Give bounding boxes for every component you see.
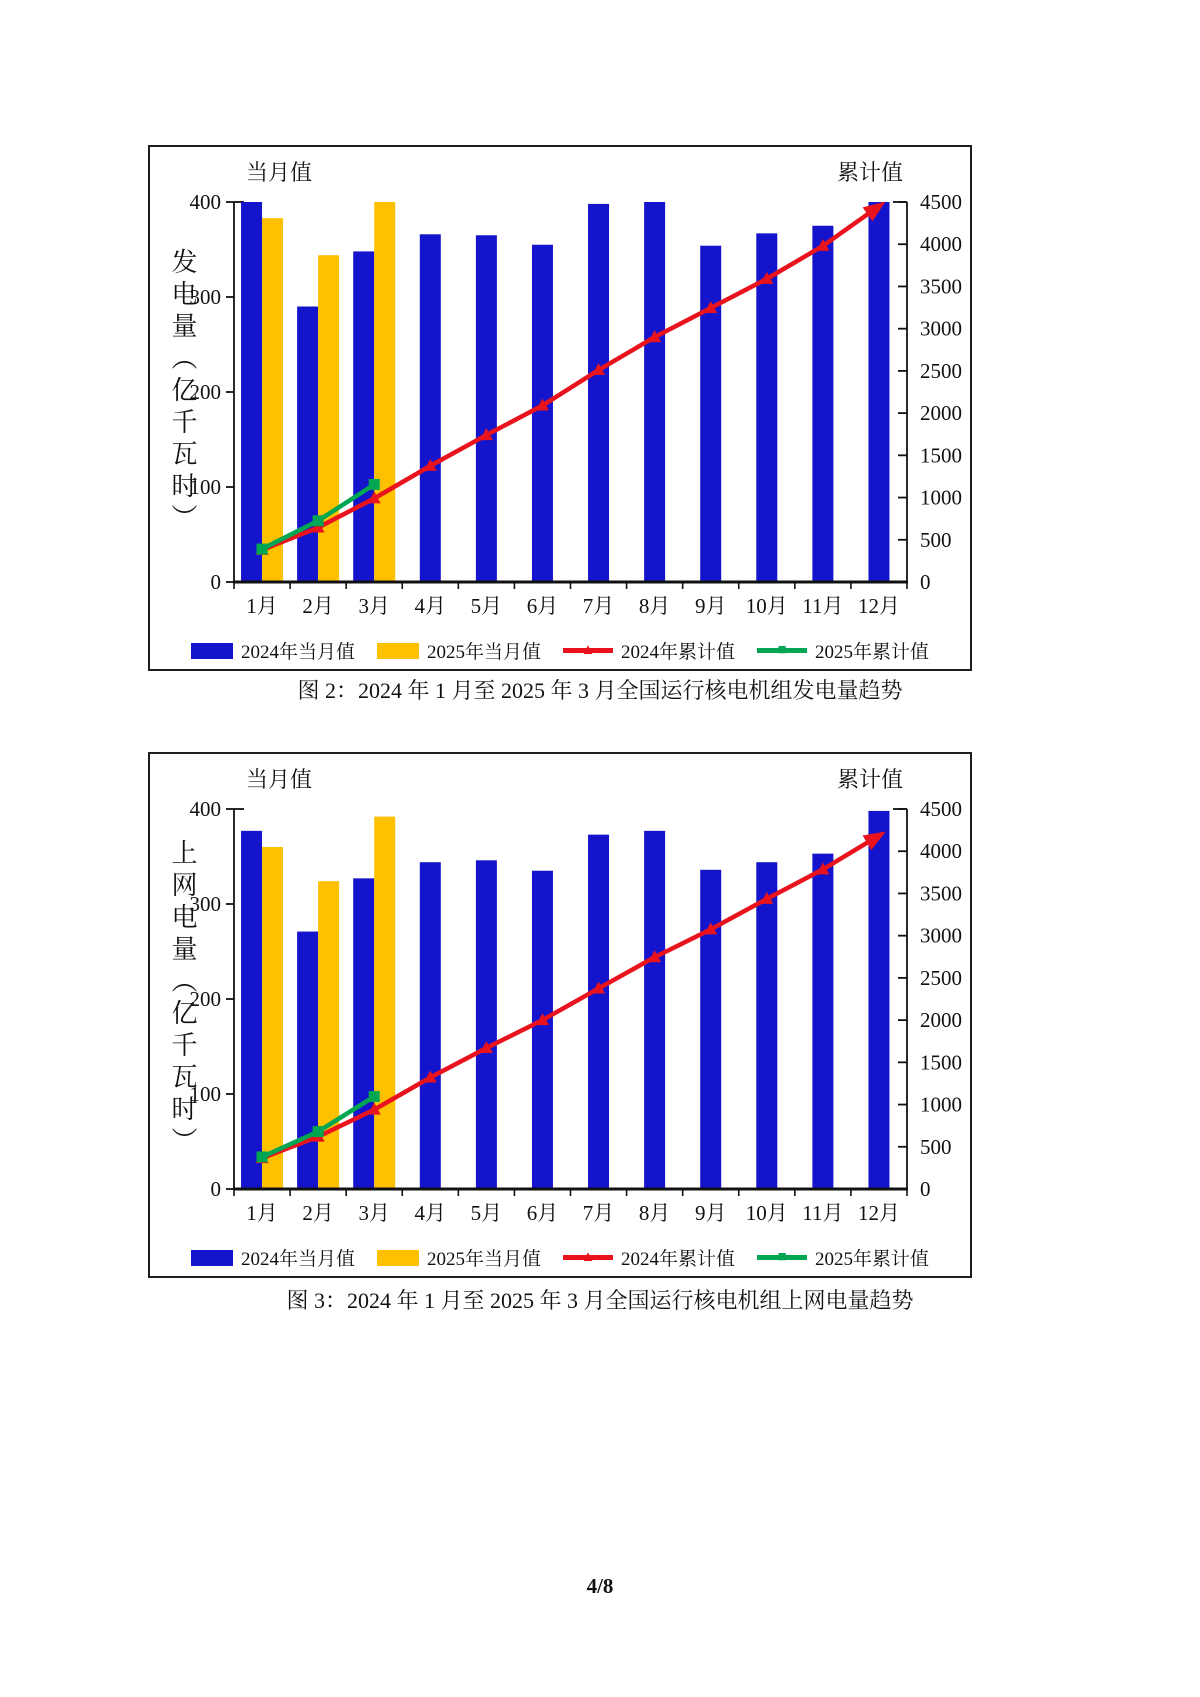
- legend-item-2024-monthly: [191, 637, 355, 664]
- square-marker-icon: ■: [777, 1248, 787, 1265]
- legend-item-2025-cumulative: [757, 1244, 929, 1271]
- grid-power-chart-plot: [150, 754, 970, 1276]
- legend-item-2024-monthly: [191, 1244, 355, 1271]
- svg-text:400: 400: [189, 190, 221, 214]
- svg-text:500: 500: [920, 527, 952, 552]
- legend-item-2025-cumulative: [757, 637, 929, 664]
- yellow-bar-swatch-icon: [377, 1250, 419, 1266]
- legend-label: 2024年当月值: [240, 642, 355, 663]
- generation-chart-plot: [150, 147, 970, 669]
- figure-2-caption: 图 2：2024 年 1 月至 2025 年 3 月全国运行核电机组发电量趋势: [297, 678, 903, 703]
- svg-text:4000: 4000: [920, 232, 962, 257]
- svg-text:4500: 4500: [920, 797, 962, 821]
- svg-text:4500: 4500: [920, 190, 962, 214]
- y-axis-title-grid-power: 上网电量（亿千瓦时）: [168, 839, 197, 1159]
- legend-label: 2024年累计值: [621, 642, 736, 663]
- legend-label: 2025年当月值: [426, 642, 541, 663]
- svg-text:2月: 2月: [302, 1201, 334, 1225]
- svg-text:7月: 7月: [582, 1201, 615, 1225]
- svg-text:12月: 12月: [857, 1201, 900, 1225]
- figure-3-caption: 图 3：2024 年 1 月至 2025 年 3 月全国运行核电机组上网电量趋势: [286, 1288, 914, 1313]
- svg-text:2000: 2000: [920, 401, 962, 426]
- svg-text:10月: 10月: [745, 594, 788, 618]
- svg-text:500: 500: [920, 1134, 952, 1159]
- svg-text:3000: 3000: [920, 923, 962, 948]
- svg-text:200: 200: [189, 380, 221, 404]
- svg-text:1000: 1000: [920, 1092, 962, 1117]
- svg-text:11月: 11月: [802, 1201, 844, 1225]
- legend-grid-power: [150, 1244, 970, 1271]
- square-marker-icon: ■: [777, 641, 787, 658]
- svg-text:当月值: 当月值: [246, 767, 313, 792]
- svg-text:8月: 8月: [638, 1201, 671, 1225]
- legend-label: 2025年累计值: [815, 642, 930, 663]
- svg-text:6月: 6月: [526, 594, 559, 618]
- svg-text:3500: 3500: [920, 881, 962, 906]
- svg-text:2500: 2500: [920, 358, 962, 383]
- svg-text:6月: 6月: [526, 1201, 559, 1225]
- blue-bar-swatch-icon: [191, 1250, 233, 1266]
- svg-text:300: 300: [189, 892, 221, 916]
- svg-text:2500: 2500: [920, 965, 962, 990]
- legend-item-2024-cumulative: [563, 637, 735, 664]
- svg-text:10月: 10月: [745, 1201, 788, 1225]
- svg-text:100: 100: [189, 1082, 221, 1106]
- svg-text:2月: 2月: [302, 594, 334, 618]
- blue-bar-swatch-icon: [191, 643, 233, 659]
- svg-text:1月: 1月: [246, 1201, 278, 1225]
- svg-text:400: 400: [189, 797, 221, 821]
- svg-text:7月: 7月: [582, 594, 615, 618]
- legend-label: 2025年累计值: [815, 1249, 930, 1270]
- svg-text:1月: 1月: [246, 594, 278, 618]
- svg-text:4月: 4月: [414, 1201, 447, 1225]
- svg-text:1500: 1500: [920, 1050, 962, 1075]
- legend-generation: [150, 637, 970, 664]
- triangle-marker-icon: ▲: [580, 641, 596, 658]
- page-number: 4/8: [586, 1574, 614, 1598]
- legend-label: 2024年当月值: [240, 1249, 355, 1270]
- figure-3-grid-power-chart: [148, 752, 972, 1278]
- svg-text:5月: 5月: [470, 594, 503, 618]
- green-line-swatch-icon: [757, 641, 807, 658]
- svg-text:1500: 1500: [920, 443, 962, 468]
- svg-text:200: 200: [189, 987, 221, 1011]
- legend-label: 2024年累计值: [621, 1249, 736, 1270]
- figure-2-generation-chart: [148, 145, 972, 671]
- svg-text:0: 0: [210, 570, 221, 594]
- svg-text:0: 0: [920, 1177, 931, 1201]
- svg-text:累计值: 累计值: [836, 160, 903, 185]
- legend-item-2025-monthly: [377, 637, 541, 664]
- legend-label: 2025年当月值: [426, 1249, 541, 1270]
- legend-item-2025-monthly: [377, 1244, 541, 1271]
- red-line-swatch-icon: [563, 641, 613, 658]
- svg-text:11月: 11月: [802, 594, 844, 618]
- svg-text:8月: 8月: [638, 594, 671, 618]
- svg-text:5月: 5月: [470, 1201, 503, 1225]
- svg-text:3月: 3月: [358, 594, 390, 618]
- svg-text:4月: 4月: [414, 594, 447, 618]
- svg-text:300: 300: [189, 285, 221, 309]
- green-line-swatch-icon: [757, 1248, 807, 1265]
- legend-item-2024-cumulative: [563, 1244, 735, 1271]
- svg-text:累计值: 累计值: [836, 767, 903, 792]
- svg-text:当月值: 当月值: [246, 160, 313, 185]
- svg-text:9月: 9月: [694, 1201, 727, 1225]
- svg-text:9月: 9月: [694, 594, 727, 618]
- svg-text:3500: 3500: [920, 274, 962, 299]
- y-axis-title-generation: 发电量（亿千瓦时）: [168, 248, 197, 536]
- red-line-swatch-icon: [563, 1248, 613, 1265]
- yellow-bar-swatch-icon: [377, 643, 419, 659]
- svg-text:3000: 3000: [920, 316, 962, 341]
- svg-text:2000: 2000: [920, 1008, 962, 1033]
- svg-text:12月: 12月: [857, 594, 900, 618]
- svg-text:3月: 3月: [358, 1201, 390, 1225]
- triangle-marker-icon: ▲: [580, 1248, 596, 1265]
- svg-text:0: 0: [210, 1177, 221, 1201]
- svg-text:1000: 1000: [920, 485, 962, 510]
- svg-text:100: 100: [189, 475, 221, 499]
- svg-text:0: 0: [920, 570, 931, 594]
- svg-text:4000: 4000: [920, 839, 962, 864]
